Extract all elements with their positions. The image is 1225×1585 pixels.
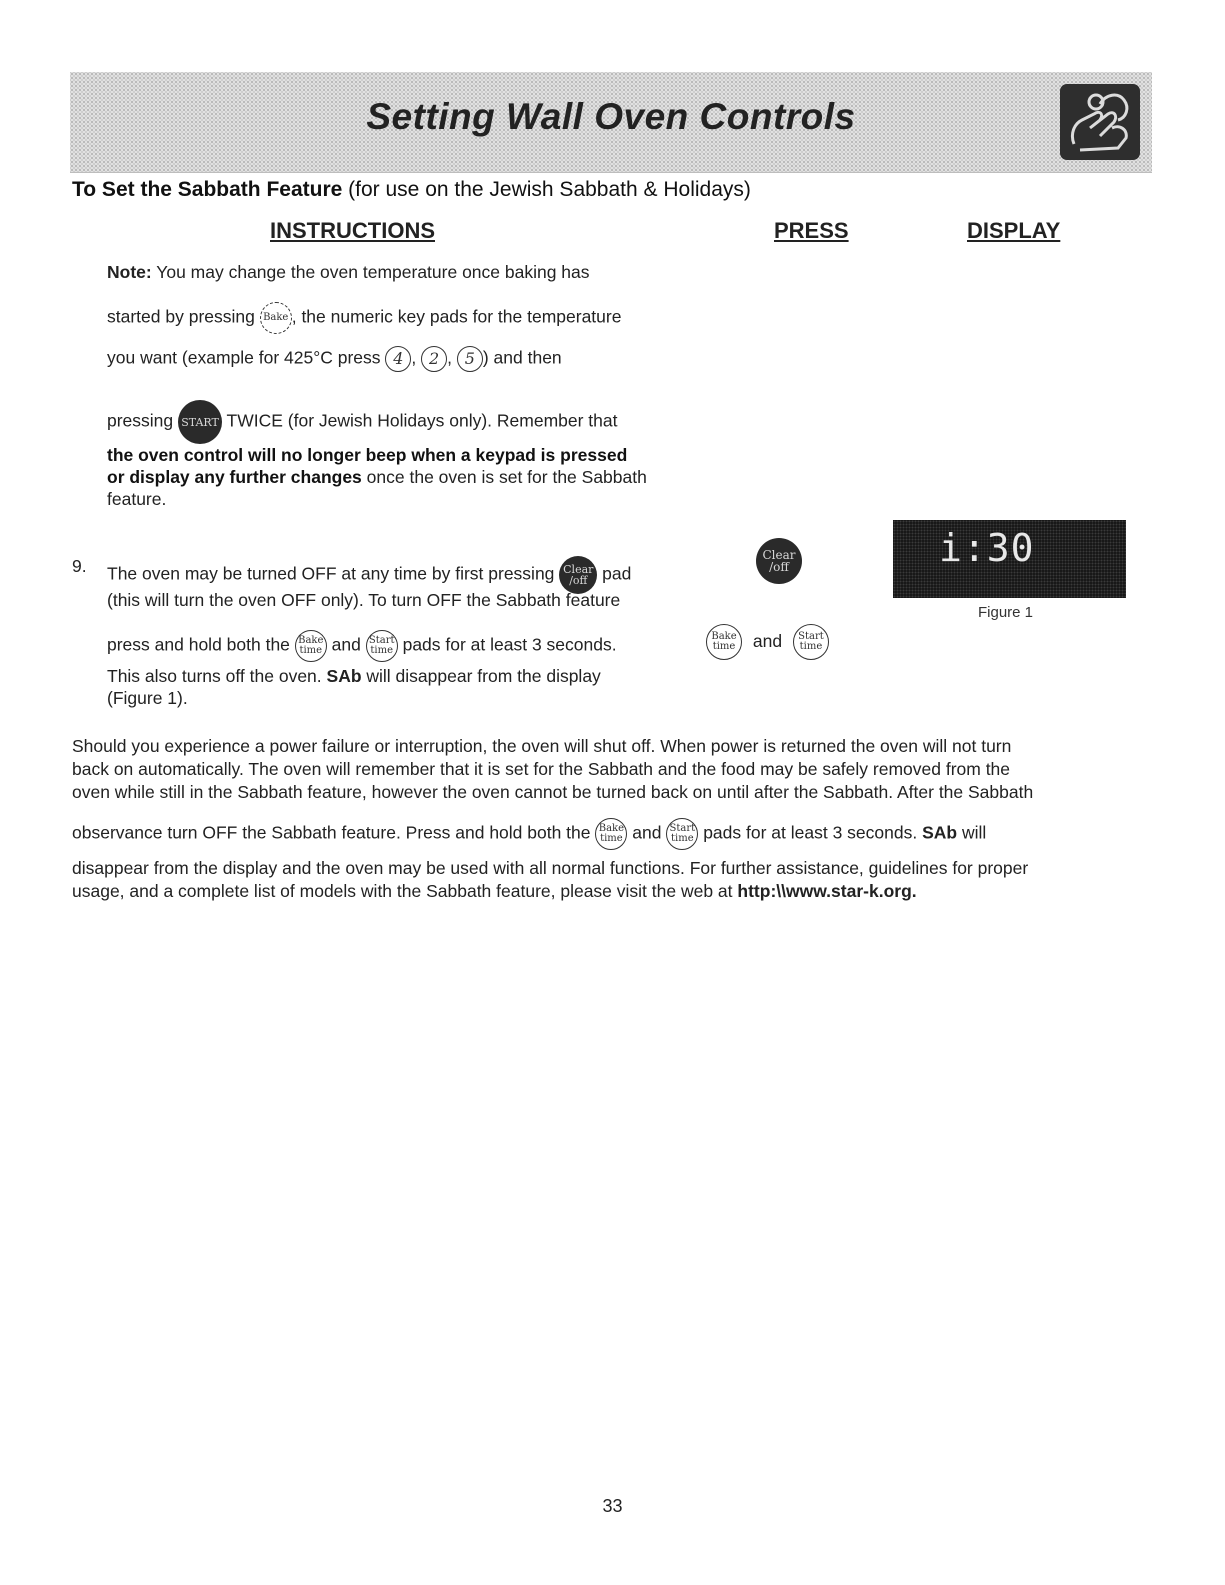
key-2-icon: 2 [421, 346, 447, 372]
step9-line-3: press and hold both the Bake time and Start time pads for at least 3 seconds. [107, 630, 617, 662]
step9-line-4: This also turns off the oven. SAb will disappear from the display [107, 666, 601, 686]
instructions-heading: INSTRUCTIONS [270, 218, 435, 243]
start-key-icon: START [178, 400, 222, 444]
section-title: To Set the Sabbath Feature (for use on the Jewish Sabbath & Holidays) [72, 178, 751, 201]
press-clear-off-key-icon: Clear /off [756, 538, 802, 584]
hands-pressing-icon [1060, 84, 1140, 160]
footer-line-3: oven while still in the Sabbath feature, however the oven cannot be turned back on until after the Sabbath. After the Sabbath [72, 782, 1034, 802]
footer-bake-time-key-icon: Bake time [595, 818, 627, 850]
bake-key-icon: Bake [260, 302, 292, 334]
note-line-3: you want (example for 425°C press 4 , 2 , 5 ) and then [107, 346, 562, 372]
step9-line-2: (this will turn the oven OFF only). To turn OFF the Sabbath feature [107, 590, 621, 610]
note-line-2: started by pressing Bake , the numeric key pads for the temperature [107, 302, 621, 334]
note-line-1: Note: You may change the oven temperature once baking has [107, 262, 590, 282]
press-start-time-key-icon: Start time [793, 624, 829, 660]
key-4-icon: 4 [385, 346, 411, 372]
start-time-key-icon: Start time [366, 630, 398, 662]
press-bake-and-start: Bake time and Start time [706, 624, 829, 660]
figure-caption: Figure 1 [978, 604, 1034, 621]
oven-display-figure [893, 520, 1126, 598]
clear-off-key-icon: Clear /off [559, 556, 597, 594]
page-title: Setting Wall Oven Controls [366, 96, 856, 137]
note-line-4: pressing START TWICE (for Jewish Holidays only). Remember that [107, 400, 618, 444]
key-5-icon: 5 [457, 346, 483, 372]
step9-line-5: (Figure 1). [107, 688, 188, 708]
footer-start-time-key-icon: Start time [666, 818, 698, 850]
display-heading: DISPLAY [967, 218, 1061, 243]
step9-line-1: The oven may be turned OFF at any time by first pressing Clear /off pad [107, 556, 631, 594]
website-link: http:\\www.star-k.org. [737, 881, 917, 901]
footer-line-5: disappear from the display and the oven may be used with all normal functions. For further assistance, guidelines for proper [72, 858, 1029, 878]
footer-line-6: usage, and a complete list of models with the Sabbath feature, please visit the web at http:\\www.star-k.org. [72, 881, 917, 901]
step-number: 9. [72, 556, 87, 576]
note-bold-paragraph: the oven control will no longer beep when a keypad is pressed or display any further changes once the oven is set for the Sabbath feature. [107, 445, 647, 509]
header-banner [70, 72, 1152, 173]
press-heading: PRESS [774, 218, 849, 243]
display-readout: i:30 [939, 526, 1035, 570]
bake-time-key-icon: Bake time [295, 630, 327, 662]
press-bake-time-key-icon: Bake time [706, 624, 742, 660]
footer-line-4: observance turn OFF the Sabbath feature. Press and hold both the Bake time and Start time pads for at least 3 seconds. SAb will [72, 818, 986, 850]
footer-line-2: back on automatically. The oven will remember that it is set for the Sabbath and the food may be safely removed from the [72, 759, 1011, 779]
footer-line-1: Should you experience a power failure or interruption, the oven will shut off. When power is returned the oven will not turn [72, 736, 1012, 756]
page-number: 33 [602, 1496, 623, 1516]
